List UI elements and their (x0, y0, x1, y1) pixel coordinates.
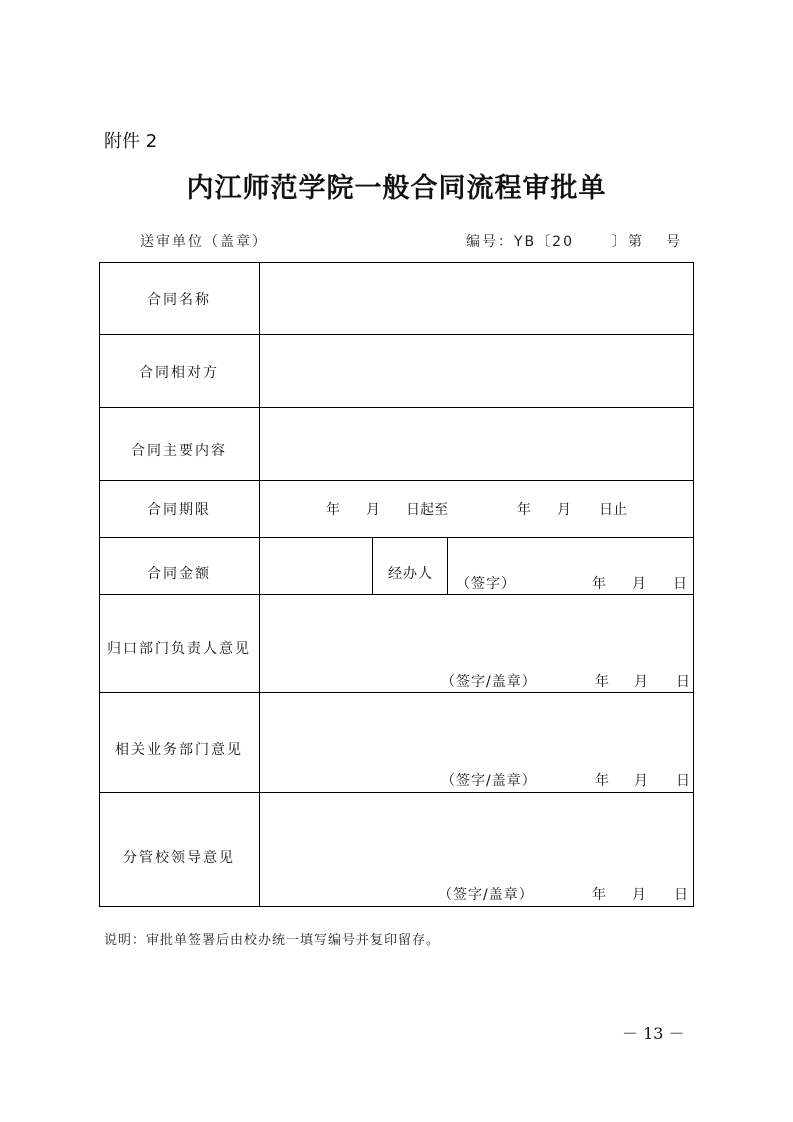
row-label-term: 合同期限 (147, 502, 211, 518)
serial-bracket-close: 〕第 (611, 234, 644, 250)
page-title: 内江师范学院一般合同流程审批单 (186, 173, 607, 204)
date-year: 年 (595, 674, 609, 690)
row-label-related-dept-opinion: 相关业务部门意见 (115, 742, 243, 758)
date-year: 年 (595, 773, 609, 789)
term-start-day: 日起至 (406, 502, 448, 518)
table-line (99, 262, 100, 907)
row-label-leader-opinion: 分管校领导意见 (123, 850, 235, 866)
date-month: 月 (632, 576, 646, 592)
date-month: 月 (634, 674, 648, 690)
row-label-counterparty: 合同相对方 (139, 365, 219, 381)
table-line (99, 692, 694, 693)
table-line (99, 537, 694, 538)
date-year: 年 (592, 887, 606, 903)
date-year: 年 (592, 576, 606, 592)
table-line (447, 537, 448, 594)
serial-prefix: 编号：YB〔20 (466, 234, 574, 250)
attachment-label: 附件 2 (104, 131, 158, 152)
term-start-year: 年 (326, 502, 340, 518)
row-label-dept-head-opinion: 归口部门负责人意见 (107, 641, 251, 657)
table-line (693, 262, 694, 907)
date-day: 日 (674, 887, 688, 903)
row-label-main-content: 合同主要内容 (131, 443, 227, 459)
counterparty-field[interactable] (260, 335, 693, 407)
term-end-year: 年 (517, 502, 531, 518)
term-start-month: 月 (366, 502, 380, 518)
serial-number (466, 231, 682, 251)
table-line (99, 480, 694, 481)
table-line (99, 792, 694, 793)
term-end-day: 日止 (599, 502, 627, 518)
note: 说明：审批单签署后由校办统一填写编号并复印留存。 (104, 933, 441, 948)
contract-name-field[interactable] (260, 263, 693, 334)
page-number: － 13 － (622, 1024, 685, 1043)
serial-suffix: 号 (665, 234, 682, 250)
row-label-contract-name: 合同名称 (147, 292, 211, 308)
main-content-field[interactable] (260, 408, 693, 480)
date-month: 月 (634, 773, 648, 789)
handler-signature-label: （签字） (456, 576, 516, 592)
date-day: 日 (676, 674, 690, 690)
table-line (99, 594, 694, 595)
table-line (99, 906, 694, 907)
date-month: 月 (632, 887, 646, 903)
leader-signature-label: （签字/盖章） (438, 887, 534, 903)
sender-unit-label: 送审单位（盖章） (140, 234, 268, 250)
table-line (372, 537, 373, 594)
amount-field[interactable] (260, 538, 372, 594)
dept-head-signature-label: （签字/盖章） (441, 674, 537, 690)
related-dept-signature-label: （签字/盖章） (441, 773, 537, 789)
date-day: 日 (676, 773, 690, 789)
date-day: 日 (673, 576, 687, 592)
row-label-amount: 合同金额 (147, 566, 211, 582)
handler-label: 经办人 (388, 566, 433, 582)
term-end-month: 月 (557, 502, 571, 518)
